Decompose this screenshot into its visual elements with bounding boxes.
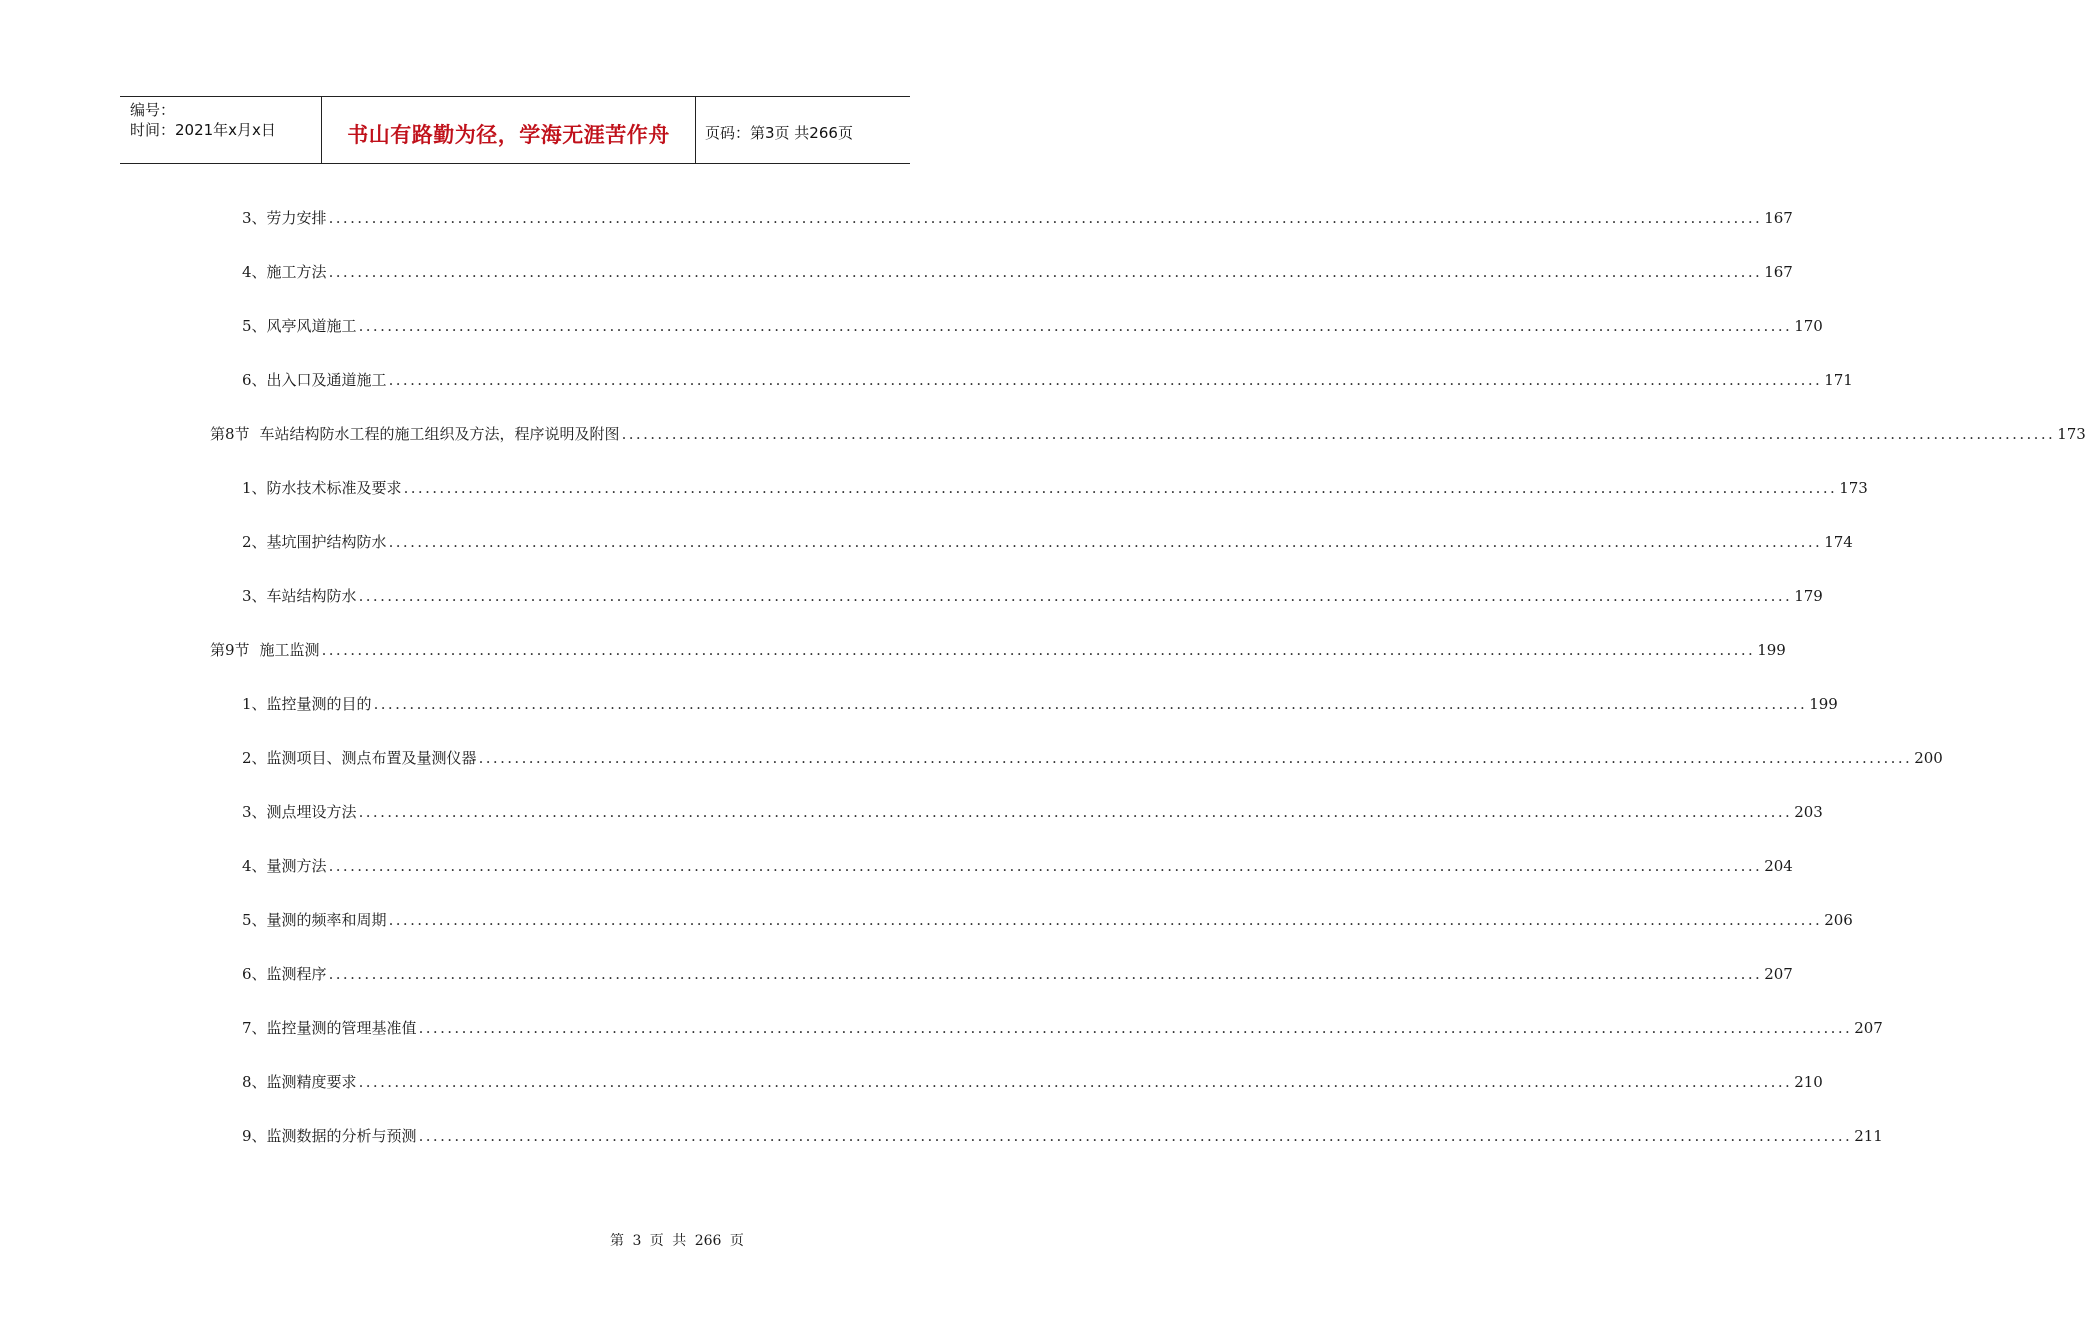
toc-entry[interactable] (242, 532, 1853, 552)
toc-dot-leader: ........................................................................................................................................................................................................ (418, 1127, 1853, 1145)
toc-entry-title: 车站结构防水工程的施工组织及方法，程序说明及附图 (259, 425, 620, 443)
toc-entry-number: 第8节 (210, 425, 250, 443)
toc-entry-page: 206 (1824, 911, 1853, 929)
toc-entry-title: 监测程序 (266, 965, 327, 983)
toc-entry-title: 施工方法 (266, 263, 327, 281)
toc-entry-number: 1、 (242, 695, 267, 713)
toc-dot-leader: ........................................................................................................................................................................................................ (358, 1073, 1793, 1091)
toc-dot-leader: ........................................................................................................................................................................................................ (388, 371, 1823, 389)
toc-entry-title: 监测数据的分析与预测 (266, 1127, 417, 1145)
toc-dot-leader: ........................................................................................................................................................................................................ (403, 479, 1838, 497)
toc-entry-page: 211 (1854, 1127, 1883, 1145)
toc-entry-title: 测点埋设方法 (266, 803, 357, 821)
page-label: 页码：第3页 共266页 (705, 124, 853, 142)
toc-entry-title: 监测精度要求 (266, 1073, 357, 1091)
toc-entry-number: 7、 (242, 1019, 267, 1037)
toc-entry-number: 4、 (242, 263, 267, 281)
toc-entry-page: 171 (1824, 371, 1853, 389)
toc-entry-number: 1、 (242, 479, 267, 497)
toc-entry-title: 防水技术标准及要求 (266, 479, 402, 497)
toc-dot-leader: ........................................................................................................................................................................................................ (328, 857, 1763, 875)
toc-entry-title: 量测的频率和周期 (266, 911, 387, 929)
toc-dot-leader: ........................................................................................................................................................................................................ (328, 209, 1763, 227)
toc-entry-page: 210 (1794, 1073, 1823, 1091)
toc-entry-page: 207 (1854, 1019, 1883, 1037)
toc-dot-leader: ........................................................................................................................................................................................................ (478, 749, 1913, 767)
time-label: 时间：2021年x月x日 (130, 121, 276, 139)
toc-entry-number: 6、 (242, 965, 267, 983)
toc-entry-title: 基坑围护结构防水 (266, 533, 387, 551)
toc-entry[interactable] (242, 586, 1823, 606)
document-header (120, 96, 910, 164)
toc-entry-number: 第9节 (210, 641, 250, 659)
toc-entry-title: 量测方法 (266, 857, 327, 875)
toc-dot-leader: ........................................................................................................................................................................................................ (358, 317, 1793, 335)
toc-entry-number: 2、 (242, 533, 267, 551)
toc-entry-number: 9、 (242, 1127, 267, 1145)
toc-entry[interactable] (242, 802, 1823, 822)
toc-entry-page: 173 (2057, 425, 2086, 443)
toc-entry-title: 风亭风道施工 (266, 317, 357, 335)
toc-entry-page: 199 (1809, 695, 1838, 713)
toc-entry-page: 170 (1794, 317, 1823, 335)
toc-entry-page: 203 (1794, 803, 1823, 821)
toc-entry-number: 4、 (242, 857, 267, 875)
toc-entry[interactable] (242, 1072, 1823, 1092)
toc-entry-title: 监测项目、测点布置及量测仪器 (266, 749, 477, 767)
toc-entry-page: 204 (1764, 857, 1793, 875)
toc-entry[interactable] (242, 316, 1823, 336)
toc-entry[interactable] (242, 748, 1943, 768)
toc-entry[interactable] (242, 694, 1838, 714)
toc-entry-title: 施工监测 (259, 641, 320, 659)
toc-entry-page: 199 (1757, 641, 1786, 659)
toc-entry[interactable] (242, 370, 1853, 390)
toc-entry-page: 207 (1764, 965, 1793, 983)
toc-entry[interactable] (242, 856, 1793, 876)
toc-entry-title: 车站结构防水 (266, 587, 357, 605)
toc-entry[interactable] (242, 208, 1793, 228)
toc-entry-title: 劳力安排 (266, 209, 327, 227)
header-right-cell (695, 97, 910, 163)
header-left-cell (120, 97, 321, 163)
toc-dot-leader: ........................................................................................................................................................................................................ (321, 641, 1756, 659)
toc-entry-number: 5、 (242, 317, 267, 335)
toc-entry[interactable] (242, 262, 1793, 282)
toc-dot-leader: ........................................................................................................................................................................................................ (373, 695, 1808, 713)
toc-entry-page: 174 (1824, 533, 1853, 551)
toc-dot-leader: ........................................................................................................................................................................................................ (388, 911, 1823, 929)
toc-dot-leader: ........................................................................................................................................................................................................ (358, 587, 1793, 605)
toc-entry-number: 3、 (242, 587, 267, 605)
toc-dot-leader: ........................................................................................................................................................................................................ (418, 1019, 1853, 1037)
toc-entry-number: 3、 (242, 803, 267, 821)
header-motto-cell (321, 97, 696, 163)
toc-entry[interactable] (242, 1018, 1883, 1038)
toc-dot-leader: ........................................................................................................................................................................................................ (328, 965, 1763, 983)
toc-dot-leader: ........................................................................................................................................................................................................ (621, 425, 2056, 443)
number-label: 编号： (130, 101, 176, 119)
toc-entry[interactable] (210, 424, 2086, 444)
toc-entry-number: 6、 (242, 371, 267, 389)
toc-entry-title: 出入口及通道施工 (266, 371, 387, 389)
toc-entry[interactable] (210, 640, 1786, 660)
toc-entry-title: 监控量测的目的 (266, 695, 372, 713)
toc-entry[interactable] (242, 478, 1868, 498)
toc-entry-page: 167 (1764, 209, 1793, 227)
toc-dot-leader: ........................................................................................................................................................................................................ (328, 263, 1763, 281)
toc-entry[interactable] (242, 964, 1793, 984)
toc-entry[interactable] (242, 1126, 1883, 1146)
toc-dot-leader: ........................................................................................................................................................................................................ (358, 803, 1793, 821)
toc-entry-page: 173 (1839, 479, 1868, 497)
page-footer: 第 3 页 共 266 页 (610, 1233, 744, 1249)
toc-dot-leader: ........................................................................................................................................................................................................ (388, 533, 1823, 551)
toc-entry-number: 5、 (242, 911, 267, 929)
toc-entry-number: 2、 (242, 749, 267, 767)
toc-entry-title: 监控量测的管理基准值 (266, 1019, 417, 1037)
toc-entry-page: 200 (1914, 749, 1943, 767)
header-motto: 书山有路勤为径，学海无涯苦作舟 (347, 123, 670, 147)
toc-entry[interactable] (242, 910, 1853, 930)
toc-entry-number: 3、 (242, 209, 267, 227)
toc-entry-number: 8、 (242, 1073, 267, 1091)
toc-entry-page: 179 (1794, 587, 1823, 605)
toc-entry-page: 167 (1764, 263, 1793, 281)
